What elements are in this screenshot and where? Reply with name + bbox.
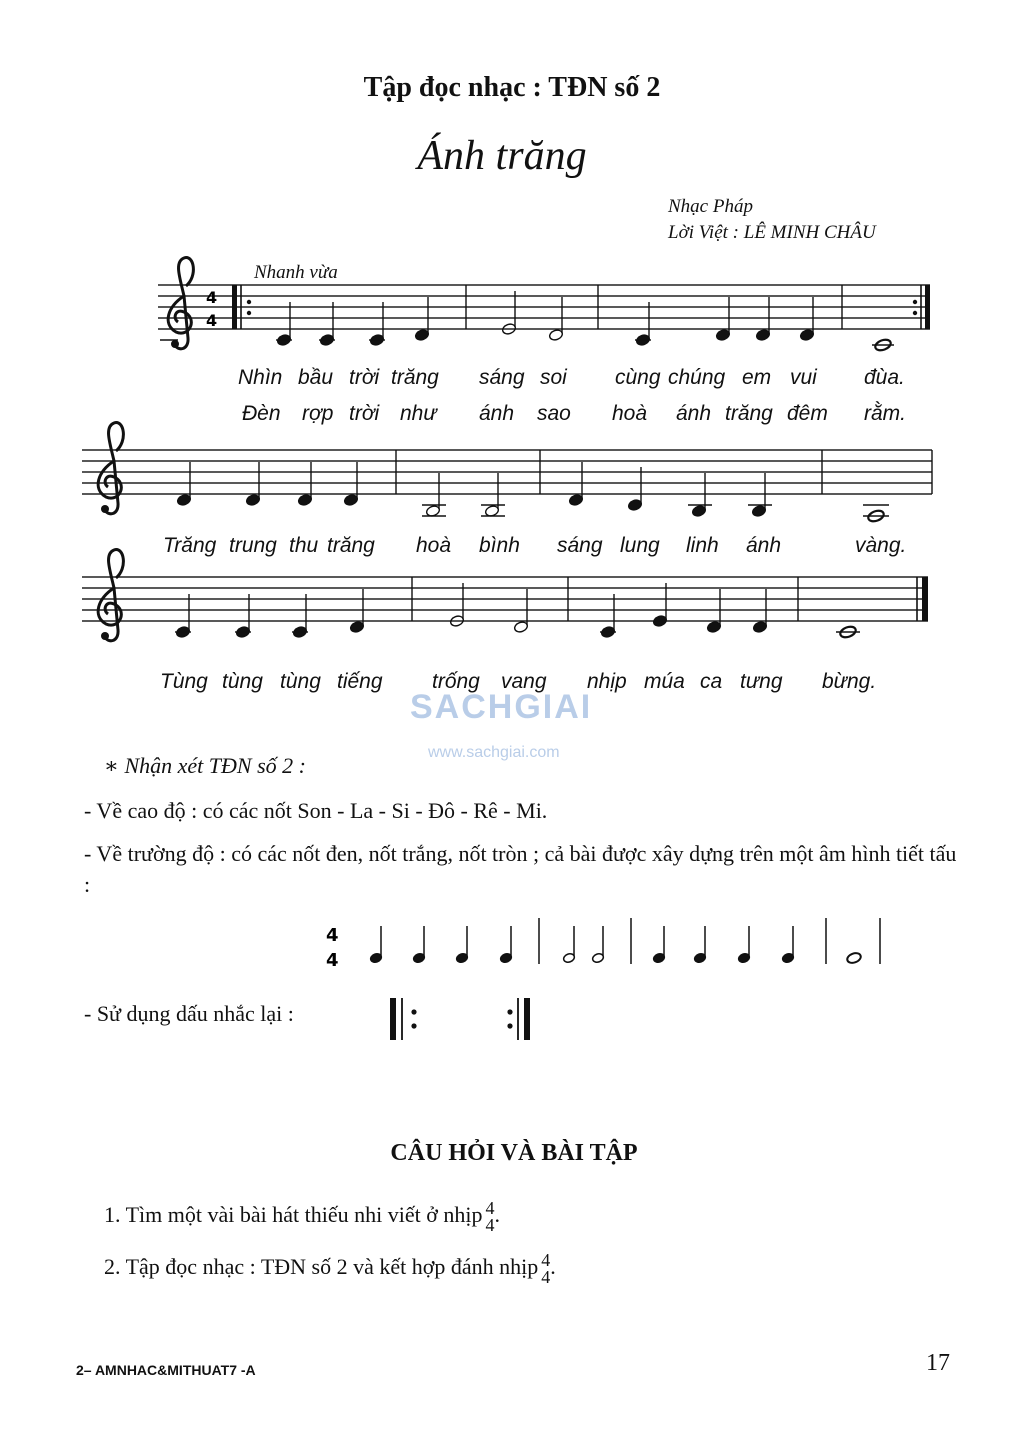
notes-staff-3 (175, 583, 860, 639)
lyric-syllable: múa (644, 670, 685, 693)
lyric-syllable: trăng (725, 402, 773, 425)
staff-line-3 (82, 550, 928, 641)
lyric-syllable: thu (289, 534, 319, 557)
lyric-syllable: tiếng (337, 670, 383, 693)
lyric-syllable: rợp (302, 402, 334, 425)
exercise-1: 1. Tìm một vài bài hát thiếu nhi viết ở nhịp 4 4 . (104, 1198, 500, 1235)
exercise-1-text: 1. Tìm một vài bài hát thiếu nhi viết ở nhịp (104, 1202, 483, 1228)
lyric-syllable: vang (501, 670, 547, 693)
lyric-syllable: Đèn (242, 402, 281, 425)
rhythm-pattern (326, 918, 880, 971)
lyric-syllable: Tùng (160, 670, 208, 693)
lyric-syllable: đêm (787, 402, 828, 425)
lyric-syllable: trống (432, 670, 480, 693)
lyric-syllable: tùng (280, 670, 321, 693)
lyric-syllable: Nhìn (238, 366, 283, 389)
rhythm-time-sig-bottom: 4 (326, 950, 339, 971)
music-credit: Nhạc Pháp (668, 196, 753, 217)
lyric-syllable: trời (349, 402, 380, 425)
staff-line-1 (158, 258, 930, 353)
exercise-2: 2. Tập đọc nhạc : TĐN số 2 và kết hợp đánh nhịp 4 4 . (104, 1250, 556, 1287)
lyric-syllable: ánh (746, 534, 782, 557)
lesson-title: Tập đọc nhạc : TĐN số 2 (363, 72, 661, 103)
lyric-syllable: sao (537, 402, 571, 425)
lyric-syllable: trăng (327, 534, 375, 557)
lyric-syllable: hoà (612, 402, 648, 425)
remark-repeat: - Sử dụng dấu nhắc lại : (84, 1001, 294, 1026)
lyric-syllable: linh (686, 534, 719, 557)
lyric-syllable: trung (229, 534, 277, 557)
watermark-url: www.sachgiai.com (428, 744, 560, 761)
time-sig-bottom: 4 (206, 311, 218, 330)
repeat-signs (390, 998, 530, 1040)
notes-staff-1 (160, 291, 894, 352)
treble-clef-icon (98, 423, 123, 514)
lyric-syllable: sáng (557, 534, 603, 557)
lyrics-credit: Lời Việt : LÊ MINH CHÂU (668, 222, 876, 243)
lyric-syllable: Trăng (163, 534, 217, 557)
treble-clef-icon (168, 258, 193, 349)
lyric-syllable: vui (790, 366, 817, 389)
lyric-syllable: bừng. (822, 670, 877, 693)
lyric-syllable: cùng (615, 366, 661, 389)
lyric-syllable: hoà (416, 534, 452, 557)
time-fraction: 4 4 (541, 1250, 551, 1287)
lyric-syllable: ca (700, 670, 723, 693)
footer-code: 2– AMNHAC&MITHUAT7 -A (76, 1362, 256, 1378)
exercises-heading: CÂU HỎI VÀ BÀI TẬP (390, 1140, 638, 1166)
lyric-syllable: đùa. (864, 366, 905, 389)
rhythm-time-sig-top: 4 (326, 925, 339, 946)
notes-staff-2 (176, 462, 889, 523)
treble-clef-icon (98, 550, 123, 641)
lyric-syllable: lung (620, 534, 660, 557)
remarks-heading: ∗ Nhận xét TĐN số 2 : (104, 753, 306, 778)
exercise-2-text: 2. Tập đọc nhạc : TĐN số 2 và kết hợp đánh nhịp (104, 1254, 539, 1280)
lyric-syllable: tùng (222, 670, 263, 693)
watermark-logo: SACHGIAI (410, 688, 593, 726)
lyric-syllable: chúng (668, 366, 726, 389)
lyric-syllable: ánh (676, 402, 712, 425)
lyric-syllable: bầu (298, 366, 334, 389)
time-fraction: 4 4 (485, 1198, 495, 1235)
lyric-syllable: rằm. (864, 402, 906, 425)
lyric-syllable: trời (349, 366, 380, 389)
staff-line-2 (82, 423, 932, 524)
lyric-syllable: nhịp (587, 670, 627, 693)
lyric-syllable: sáng (479, 366, 525, 389)
remark-duration: - Về trường độ : có các nốt đen, nốt trắng, nốt tròn ; cả bài được xây dựng trên một âm hình tiết tấu : (84, 841, 957, 897)
lyric-syllable: soi (540, 366, 567, 389)
lyric-syllable: trăng (391, 366, 439, 389)
lyric-syllable: vàng. (855, 534, 907, 557)
song-title: Ánh trăng (417, 133, 587, 179)
tempo-marking: Nhanh vừa (254, 262, 338, 283)
page-number: 17 (926, 1350, 950, 1376)
lyric-syllable: như (400, 402, 437, 425)
time-sig-top: 4 (206, 288, 218, 307)
lyric-syllable: bình (479, 534, 520, 557)
lyric-syllable: ánh (479, 402, 515, 425)
lyric-syllable: tưng (740, 670, 783, 693)
remark-pitch: - Về cao độ : có các nốt Son - La - Si - Đô - Rê - Mi. (84, 798, 548, 823)
lyric-syllable: em (742, 366, 772, 389)
